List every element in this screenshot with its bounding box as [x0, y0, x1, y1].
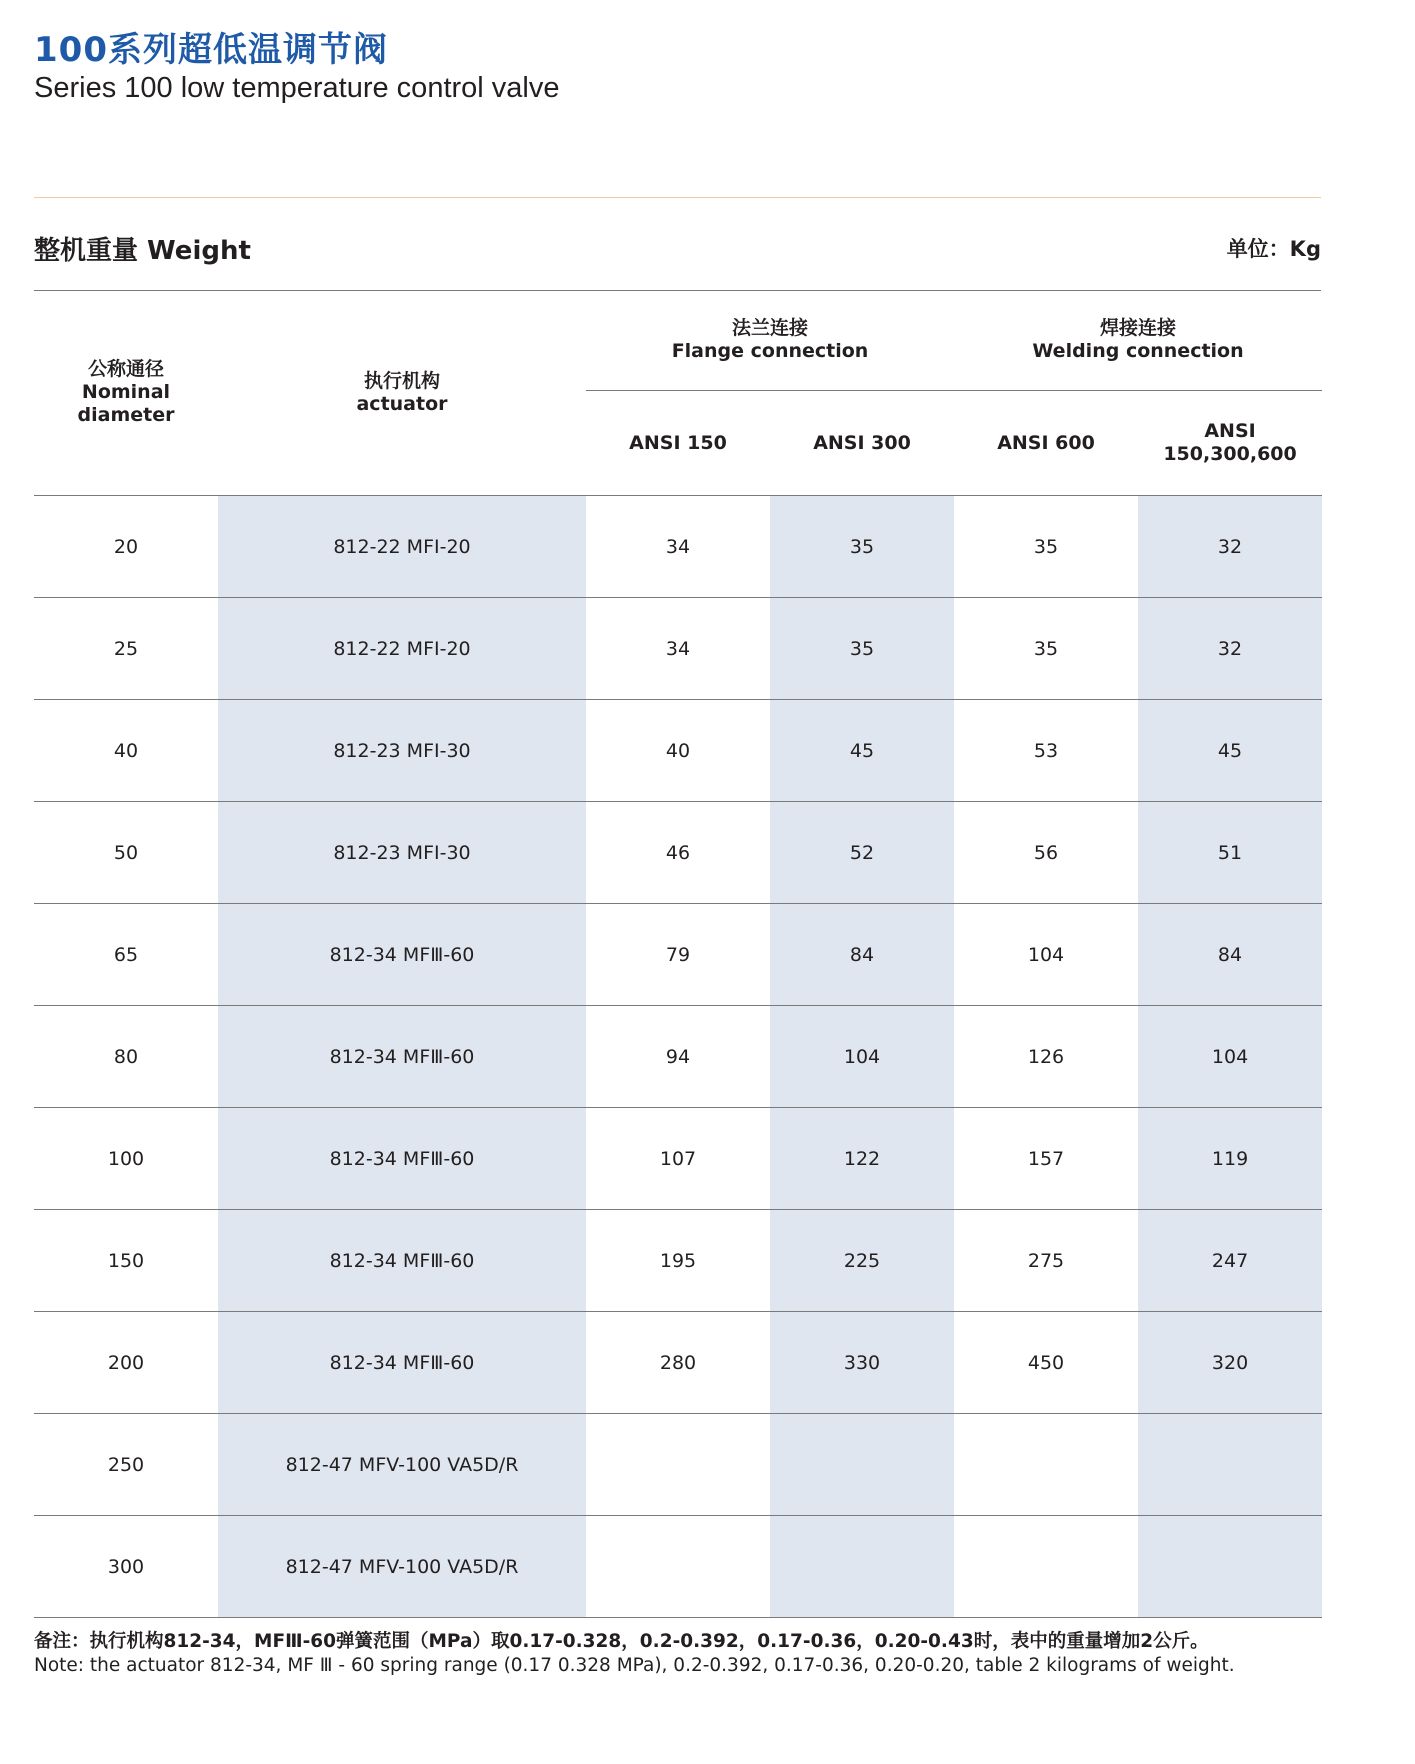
- header-welding-cn: 焊接连接: [1100, 317, 1177, 339]
- cell-welding: 84: [1138, 904, 1322, 1006]
- header-actuator: [218, 290, 586, 496]
- cell-diameter: 25: [34, 598, 218, 700]
- cell-diameter: 80: [34, 1006, 218, 1108]
- header-flange-en: Flange connection: [671, 340, 869, 362]
- cell-ansi150: 40: [586, 700, 770, 802]
- unit-label: 单位：Kg: [1226, 237, 1321, 261]
- cell-diameter: 100: [34, 1108, 218, 1210]
- table-row: [34, 1108, 1322, 1210]
- cell-diameter: 150: [34, 1210, 218, 1312]
- note-cn: 备注：执行机构812-34，MFⅢ-60弹簧范围（MPa）取0.17-0.328，0.2-0.392，0.17-0.36，0.20-0.43时，表中的重量增加2公斤。: [34, 1631, 1209, 1652]
- header-welding-en: Welding connection: [1032, 340, 1244, 362]
- table-body: [34, 496, 1322, 1618]
- cell-actuator: 812-23 MFI-30: [218, 802, 586, 904]
- cell-diameter: 40: [34, 700, 218, 802]
- cell-diameter: 20: [34, 496, 218, 598]
- page-subtitle: Series 100 low temperature control valve: [34, 72, 560, 104]
- cell-welding: 320: [1138, 1312, 1322, 1414]
- cell-ansi600: 450: [954, 1312, 1138, 1414]
- cell-ansi150: [586, 1516, 770, 1618]
- table-row: [34, 1414, 1322, 1516]
- cell-diameter: 50: [34, 802, 218, 904]
- cell-actuator: 812-34 MFⅢ-60: [218, 1006, 586, 1108]
- cell-ansi300: [770, 1516, 954, 1618]
- cell-ansi300: 84: [770, 904, 954, 1006]
- table-row: [34, 1210, 1322, 1312]
- cell-ansi300: 52: [770, 802, 954, 904]
- cell-actuator: 812-22 MFI-20: [218, 598, 586, 700]
- cell-welding: 51: [1138, 802, 1322, 904]
- weight-table: [34, 290, 1322, 1618]
- cell-welding: 32: [1138, 598, 1322, 700]
- cell-ansi600: 275: [954, 1210, 1138, 1312]
- cell-ansi150: 34: [586, 598, 770, 700]
- table-row: [34, 1006, 1322, 1108]
- header-actuator-cn: 执行机构: [363, 369, 440, 392]
- header-ansi600: ANSI 600: [954, 391, 1138, 496]
- section-title: 整机重量 Weight: [34, 236, 251, 266]
- note-en: Note: the actuator 812-34, MF Ⅲ - 60 spring range (0.17 0.328 MPa), 0.2-0.392, 0.17-0.36, 0.20-0.20, table 2 kilograms of weight.: [34, 1655, 1235, 1676]
- cell-ansi150: 79: [586, 904, 770, 1006]
- header-flange: [586, 290, 954, 391]
- cell-ansi600: 35: [954, 496, 1138, 598]
- cell-ansi150: 34: [586, 496, 770, 598]
- cell-actuator: 812-47 MFV-100 VA5D/R: [218, 1414, 586, 1516]
- header-diameter-en1: Nominal: [81, 381, 171, 403]
- table-row: [34, 802, 1322, 904]
- table-row: [34, 700, 1322, 802]
- cell-ansi300: [770, 1414, 954, 1516]
- cell-ansi600: 56: [954, 802, 1138, 904]
- cell-ansi150: 94: [586, 1006, 770, 1108]
- header-diameter: [34, 290, 218, 496]
- cell-welding: [1138, 1414, 1322, 1516]
- cell-ansi600: 104: [954, 904, 1138, 1006]
- header-welding: [954, 290, 1322, 391]
- cell-welding: [1138, 1516, 1322, 1618]
- table-row: [34, 496, 1322, 598]
- header-diameter-cn: 公称通径: [87, 358, 164, 380]
- cell-welding: 119: [1138, 1108, 1322, 1210]
- cell-ansi600: 35: [954, 598, 1138, 700]
- header-ansi-all: ANSI 150,300,600: [1138, 391, 1322, 496]
- cell-ansi300: 122: [770, 1108, 954, 1210]
- cell-ansi150: 195: [586, 1210, 770, 1312]
- cell-ansi600: [954, 1414, 1138, 1516]
- header-actuator-en: actuator: [356, 392, 448, 415]
- cell-actuator: 812-34 MFⅢ-60: [218, 1312, 586, 1414]
- cell-ansi600: 157: [954, 1108, 1138, 1210]
- page-title: 100系列超低温调节阀: [34, 30, 388, 70]
- header-ansi150: ANSI 150: [586, 391, 770, 496]
- cell-ansi600: [954, 1516, 1138, 1618]
- table-row: [34, 904, 1322, 1006]
- cell-actuator: 812-23 MFI-30: [218, 700, 586, 802]
- cell-welding: 32: [1138, 496, 1322, 598]
- cell-diameter: 300: [34, 1516, 218, 1618]
- cell-ansi300: 35: [770, 496, 954, 598]
- cell-ansi150: 107: [586, 1108, 770, 1210]
- header-flange-cn: 法兰连接: [732, 317, 809, 339]
- cell-ansi600: 53: [954, 700, 1138, 802]
- cell-ansi300: 104: [770, 1006, 954, 1108]
- cell-actuator: 812-47 MFV-100 VA5D/R: [218, 1516, 586, 1618]
- cell-actuator: 812-22 MFI-20: [218, 496, 586, 598]
- divider: [34, 197, 1321, 198]
- cell-ansi600: 126: [954, 1006, 1138, 1108]
- cell-diameter: 250: [34, 1414, 218, 1516]
- header-diameter-en2: diameter: [77, 404, 175, 426]
- cell-welding: 45: [1138, 700, 1322, 802]
- cell-diameter: 65: [34, 904, 218, 1006]
- cell-welding: 104: [1138, 1006, 1322, 1108]
- cell-actuator: 812-34 MFⅢ-60: [218, 1210, 586, 1312]
- cell-ansi150: [586, 1414, 770, 1516]
- table-row: [34, 598, 1322, 700]
- cell-actuator: 812-34 MFⅢ-60: [218, 904, 586, 1006]
- cell-welding: 247: [1138, 1210, 1322, 1312]
- cell-diameter: 200: [34, 1312, 218, 1414]
- cell-ansi300: 45: [770, 700, 954, 802]
- cell-actuator: 812-34 MFⅢ-60: [218, 1108, 586, 1210]
- table-row: [34, 1312, 1322, 1414]
- note: [34, 1630, 1235, 1678]
- cell-ansi300: 225: [770, 1210, 954, 1312]
- cell-ansi300: 35: [770, 598, 954, 700]
- table-row: [34, 1516, 1322, 1618]
- header-ansi300: ANSI 300: [770, 391, 954, 496]
- cell-ansi150: 46: [586, 802, 770, 904]
- cell-ansi150: 280: [586, 1312, 770, 1414]
- cell-ansi300: 330: [770, 1312, 954, 1414]
